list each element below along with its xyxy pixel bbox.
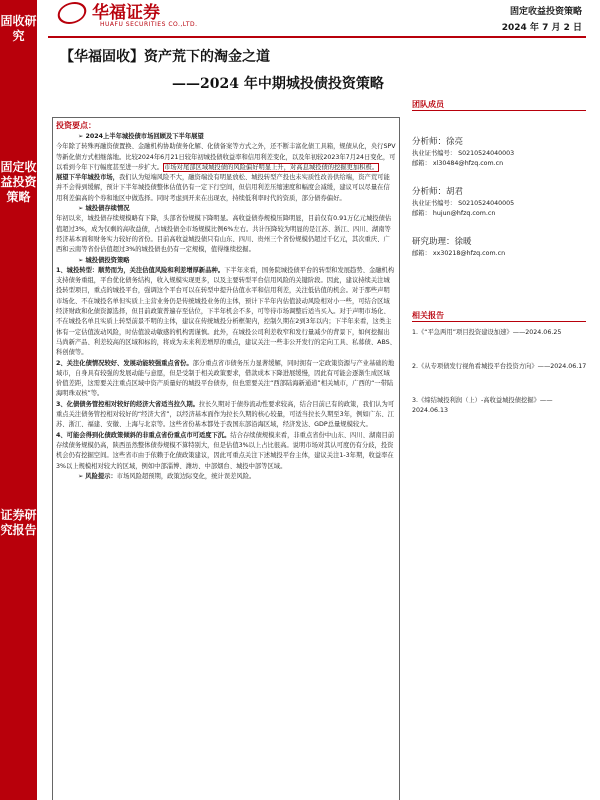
section-title: ➢ 城投债投资策略	[78, 256, 130, 264]
paragraph-text: 结合存续债规模来看，非重点省份中山东、四川、湖南目前存续债务规模仍高，陕西虽然整体债券规模不算特别大，但是估值3%以上占比很高。说明市场对其认可度仍有分歧，投资机会仍有挖掘空间。这些省市由于依赖于化债政策建议，因此可重点关注下述城投平台主体，建议关注1-3年期，收益率在3%以上规模相对较大的区域，例如中部淄博、潍坊、中部烟台、城投中部等区域。	[56, 431, 395, 470]
analyst-name: 分析师：胡君	[412, 187, 464, 197]
paragraph-text: 我们认为短端风险不大，融资端没有明显放松、城投转型产投也未实质性改善供给端，资产荒可能并不会得到缓解，预计下半年城投债整体估值仍有一定下行空间，但信用利差压缩速度和幅度会减缓，建议可以尽量在信用利差偏高的个券和地区中做选择。同时考虑到开来在出现农，持续低利率时代的资质，部分债券偏好。	[56, 174, 390, 202]
analyst-email: 邮箱： xx30218@hfzq.com.cn	[412, 250, 506, 257]
paragraph: 年初以来，城投债存续规模略有下降，头部省份规模下降明显。高收益债券规模压降明显，目前仅有0.91万亿元城投债估值超过3%，成为仅剩的高收益债，占城投债全市场规模比例6%左右。共计压降较为明显的是江苏、浙江、四川、湖南等经济基本面和财务实力较好的省份。目前高收益城投债只有山东、四川、贵州三个省份规模仍超过千亿元，其次重庆、广西和云南等省份估值超过3%的城投债也仍有一定规模，值得继续挖掘。	[56, 215, 392, 254]
section-title-text: 城投债存续情况	[85, 205, 130, 213]
risk-note: ➢ 风险提示：市场风险超预期，政策边际变化，统计误差风险。	[78, 472, 256, 480]
team-heading: 团队成员	[412, 100, 444, 109]
key-points-body	[56, 120, 396, 482]
paragraph-text: 拉长久期对于债券流动性要求较高，结合目前已有的政策，我们认为可重点关注债务管控相对较好的“经济大省”，以经济基本面作为拉长久期的核心较量，可适当拉长久期至3年，例如广东、江苏、浙江、福建、安徽、上海与北京等。这些省份基本都处于我国东部沿海区域，经济发达、GDP总量规模较大。	[56, 400, 395, 429]
section-title: ➢ 2024上半年城投债市场回顾及下半年展望	[78, 133, 204, 140]
report-header-meta	[502, 4, 582, 36]
analyst-name: 研究助理：徐暖	[412, 237, 472, 247]
paragraph	[56, 431, 396, 472]
risk-lead: 风险提示：	[85, 472, 117, 480]
section-title: ➢ 城投债存续情况	[78, 205, 130, 213]
paragraph-text: 今年除了转殊再融资债置换、金融机构协助债务化解、化债备案等方式之外，还不断丰富化债工具箱，规债从化，央行SPV等新化债方式相继落地。比较2024年6月21日较年初城投债收益率和信用利差变化，以及年初较2023年7月24日变化，可以看到今年下行幅度甚至进一步扩大。	[56, 143, 396, 171]
report-type: 固定收益投资策略	[509, 7, 582, 17]
report-date: 2024 年 7 月 2 日	[501, 23, 582, 33]
paragraph-lead: 4、可能会得到化债政策倾斜的非重点省份重点市可适度下沉。	[56, 431, 231, 439]
logo-english: HUAFU SECURITIES CO.,LTD.	[100, 21, 198, 28]
analyst-cert: 执业证书编号： S0210524040005	[412, 200, 515, 207]
report-title: 【华福固收】资产荒下的淘金之道	[60, 49, 270, 65]
analyst-card	[412, 186, 588, 219]
paragraph	[56, 142, 396, 173]
paragraph-lead: 3、化债债务管控相对较好的经济大省适当拉久期。	[56, 400, 199, 408]
logo-text: 华福证券	[92, 3, 160, 23]
paragraph	[56, 266, 396, 359]
related-report-link[interactable]: 3.《缔结城投利润（上）-高收益城投债挖掘》——2024.06.13	[412, 397, 553, 414]
highlighted-text: 市场对尾部区域城投债的风险偏好明显上升，对高息城投债的挖掘更加积极。	[164, 163, 379, 171]
section-title-text: 城投债投资策略	[85, 256, 130, 264]
analyst-card	[412, 236, 588, 259]
paragraph	[56, 400, 396, 431]
report-subtitle: ——2024 年中期城投债投资策略	[172, 76, 384, 92]
related-divider	[412, 321, 586, 322]
analyst-name: 分析师：徐亮	[412, 137, 464, 147]
header-divider	[48, 36, 586, 38]
paragraph	[56, 359, 396, 400]
related-heading: 相关报告	[412, 311, 444, 320]
paragraph-text: 部分重点省市债务压力显著缓解，同时拥有一定政策资源与产业基础的地域市，自身具有较强的发展动能与意愿，但是受制于相关政策要求，借款成本下降进展缓慢，因此有可能会逐渐生成区域价值差距，这需要关注重点区域中资产质量好的城投平台债券，但也需要关注“西部陆海新通道”相关城市，广西的“一带陆海明珠双核”等。	[56, 359, 395, 398]
section-title-text: 2024上半年城投债市场回顾及下半年展望	[85, 133, 204, 140]
sidebar-bottom-label: 证券研究报告	[0, 508, 37, 537]
analyst-email: 邮箱： hujun@hfzq.com.cn	[412, 210, 496, 217]
related-report-link[interactable]: 2.《从专项债发行视角看城投平台投资方向》——2024.06.17	[412, 363, 587, 370]
analyst-email: 邮箱： xl30484@hfzq.com.cn	[412, 160, 504, 167]
risk-text: 市场风险超预期，政策边际变化，统计误差风险。	[116, 472, 256, 480]
sidebar-middle-label: 固定收益投资策略	[0, 160, 37, 204]
sidebar-top-label: 固收研究	[0, 14, 37, 43]
analyst-cert: 执业证书编号： S0210524040003	[412, 150, 515, 157]
analyst-card	[412, 136, 588, 169]
paragraph-lead: 展望下半年城投市场，	[56, 174, 119, 182]
team-divider	[412, 110, 586, 111]
related-report-link[interactable]: 1.《“平急两用”项目投资建设加速》——2024.06.25	[412, 329, 562, 336]
paragraph	[56, 173, 396, 204]
sidebar	[0, 0, 37, 800]
paragraph-text: 下半年来看，国务院城投债平台的转型和发展趋势、金融机构支持债务重组，平台优化债务结构，收入规模实现更多，以及主要转型平台信用风险的关键阶段。因此，建议持续关注城投转型项目，重点的城投平台，强调这个平台可以在转型中提升估值水平和信用利差，关注低估值的机会。	[56, 266, 395, 295]
key-points-heading: 投资要点：	[56, 121, 96, 130]
paragraph-lead: 1、城投转型：顺势而为，关注估值风险和利差增厚新品种。	[56, 266, 225, 274]
paragraph-text: 对于那些声明市场化、不在城投名单但实质上主营业务仍是传统城投业务的主体，预计下半年内估值波动风险相对小一些，可结合区域经济财政和化债资源选择，但目前政策普遍存至估位，下半年机会不多，可等待市场调整后适当买入。对于声明市场化、不在城投名单且实质上转型前景不明的主体，建议在传统城投分析框架内，控制久期在2到3年以内；下半年来看，这类主体有一定估值波动风险，时估值波动敏感的机构需谨慎。此外，在城投公司利差收窄和发行量减少的背景下，如何挖掘出马尚新产品、利差较高的区域和标的，将成为未来利差增厚的重点，建议关注一些非公开发行的定向工具、私募债、ABS、科创债等。	[56, 287, 396, 357]
logo-mark-icon	[55, 2, 89, 24]
paragraph-lead: 2、关注化债情况较好、发展动能较强重点省份。	[56, 359, 193, 367]
